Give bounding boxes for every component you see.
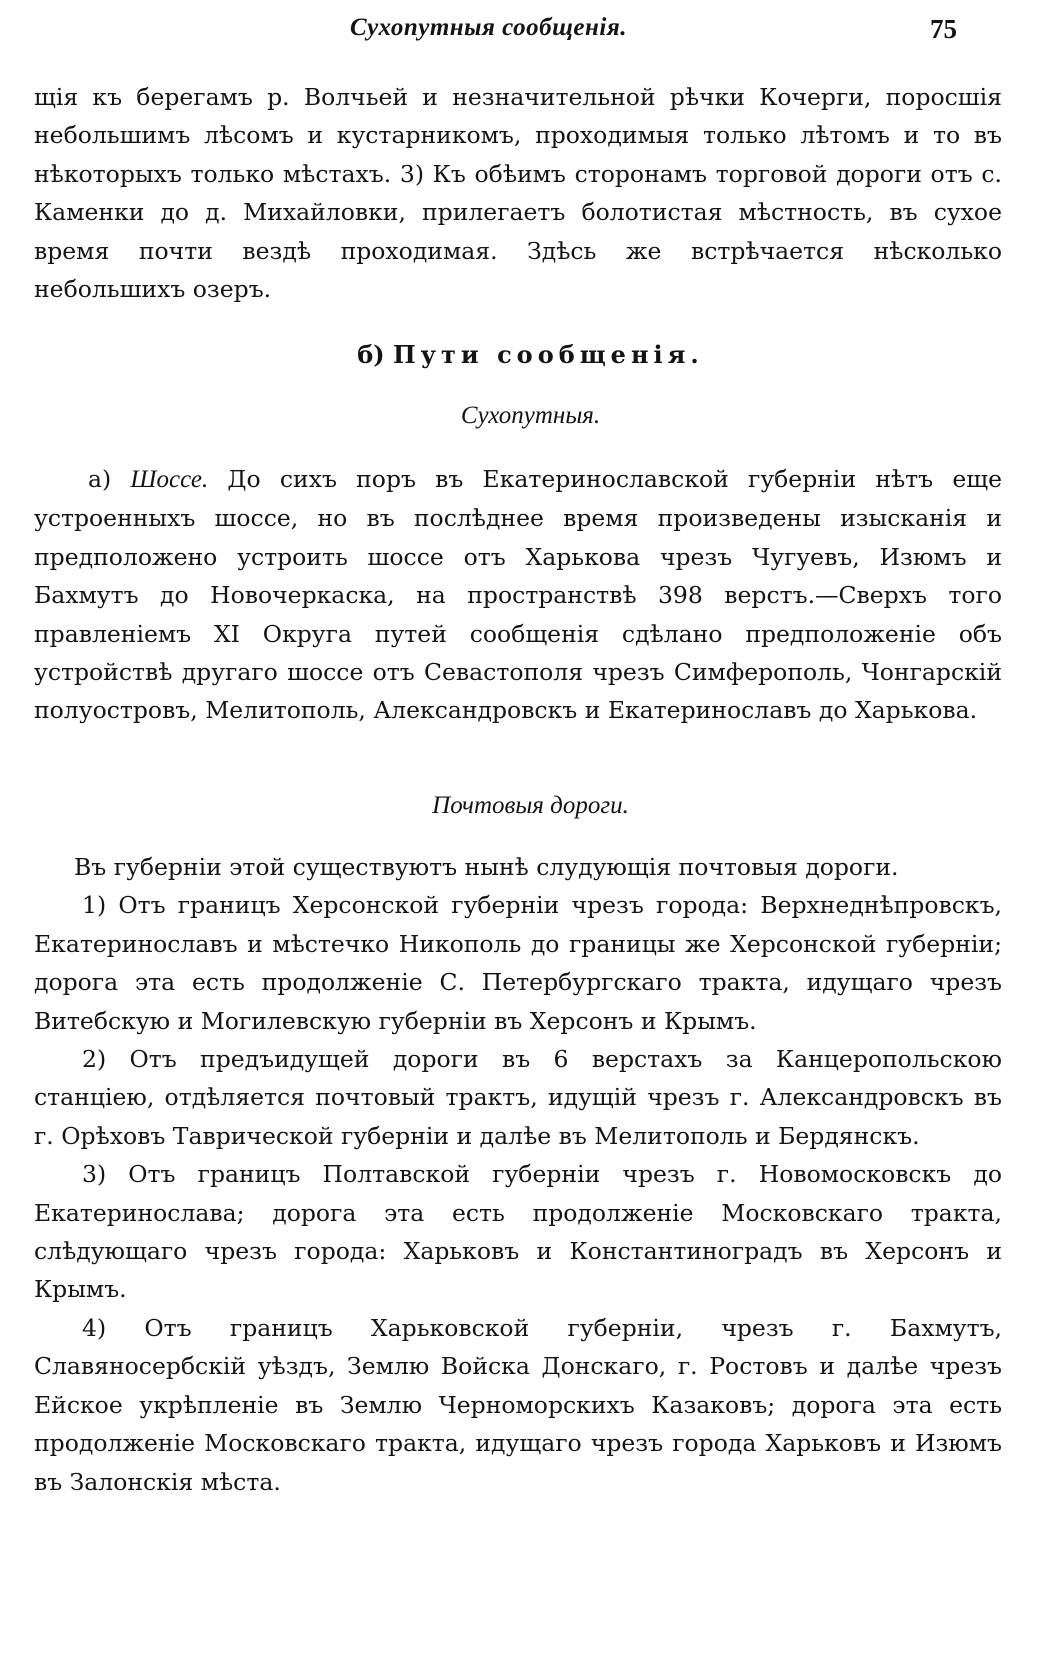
section-number: б) [357, 340, 385, 369]
section-title: Пути сообщенія. [393, 340, 704, 369]
page-number: 75 [930, 14, 957, 44]
section-heading [0, 340, 1061, 369]
highways-term: Шоссе. [130, 466, 209, 493]
postal-roads-section [34, 848, 1002, 1501]
postal-roads-heading: Почтовыя дороги. [432, 792, 629, 819]
postal-road-item-1: 1) Отъ границъ Херсонской губерніи чрезъ города: Верхнеднѣпровскъ, Екатеринославъ и мѣстечко Никополь до границы же Херсонской губерніи; дорога эта есть продолженіе С. Петербургскаго тракта, идущаго чрезъ Витебскую и Могилевскую губерніи въ Херсонъ и Крымъ. [34, 891, 1002, 1035]
intro-text: щія къ берегамъ р. Волчьей и незначительной рѣчки Кочерги, поросшія небольшимъ лѣсомъ и кустарникомъ, проходимыя только лѣтомъ и то въ нѣкоторыхъ только мѣстахъ. 3) Къ обѣимъ сторонамъ торговой дороги отъ с. Каменки до д. Михайловки, прилегаетъ болотистая мѣстность, въ сухое время почти вездѣ проходимая. Здѣсь же встрѣчается нѣсколько небольшихъ озеръ. [34, 83, 1002, 304]
highways-paragraph [34, 460, 1002, 730]
postal-intro: Въ губерніи этой существуютъ нынѣ слудующія почтовыя дороги. [74, 853, 899, 881]
running-title: Сухопутныя сообщенія. [350, 14, 627, 41]
land-routes-heading: Сухопутныя. [460, 402, 601, 429]
postal-road-item-3: 3) Отъ границъ Полтавской губерніи чрезъ г. Новомосковскъ до Екатеринослава; дорога эта есть продолженіе Московскаго тракта, слѣдующаго чрезъ города: Харьковъ и Константиноградъ въ Херсонъ и Крымъ. [34, 1160, 1002, 1304]
highways-text-block [34, 460, 1002, 730]
postal-road-item-4: 4) Отъ границъ Харьковской губерніи, чрезъ г. Бахмутъ, Славяносербскій уѣздъ, Землю Войска Донскаго, г. Ростовъ и далѣе чрезъ Ейское укрѣпленіе въ Землю Черноморскихъ Казаковъ; дорога эта есть продолженіе Московскаго тракта, идущаго чрезъ города Харьковъ и Изюмъ въ Залонскія мѣста. [34, 1313, 1002, 1496]
postal-road-item-2: 2) Отъ предъидущей дороги въ 6 верстахъ за Канцеропольскою станціею, отдѣляется почтовый трактъ, идущій чрезъ г. Александровскъ въ г. Орѣховъ Таврической губерніи и далѣе въ Мелитополь и Бердянскъ. [34, 1045, 1002, 1150]
intro-paragraph [34, 78, 1002, 308]
highways-label: а) [88, 465, 112, 493]
highways-text: До сихъ поръ въ Екатеринославской губерніи нѣтъ еще устроенныхъ шоссе, но въ послѣднее время произведены изысканія и предположено устроить шоссе отъ Харькова чрезъ Чугуевъ, Изюмъ и Бахмутъ до Новочеркаска, на пространствѣ 398 верстъ.—Сверхъ того правленіемъ XI Округа путей сообщенія сдѣлано предположеніе объ устройствѣ другаго шоссе отъ Севастополя чрезъ Симферополь, Чонгарскій полуостровъ, Мелитополь, Александровскъ и Екатеринославъ до Харькова. [34, 465, 1002, 725]
